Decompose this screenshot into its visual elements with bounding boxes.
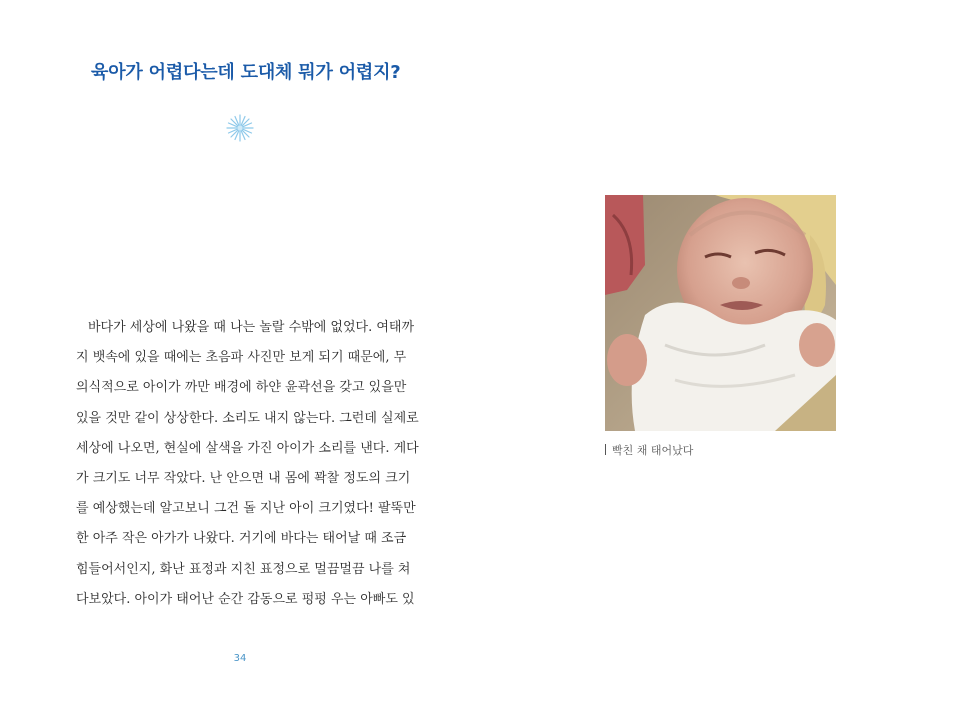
right-page bbox=[480, 0, 960, 705]
body-line: 지 뱃속에 있을 때에는 초음파 사진만 보게 되기 때문에, 무 bbox=[76, 350, 407, 366]
body-line: 의식적으로 아이가 까만 배경에 하얀 윤곽선을 갖고 있을만 bbox=[76, 380, 407, 396]
photo-caption: 빡친 채 태어났다 bbox=[605, 442, 693, 458]
body-line: 한 아주 작은 아가가 나왔다. 거기에 바다는 태어날 때 조금 bbox=[76, 531, 407, 547]
chapter-title: 육아가 어렵다는데 도대체 뭐가 어렵지? bbox=[91, 62, 401, 83]
page-number: 34 bbox=[233, 653, 247, 664]
body-line: 세상에 나오면, 현실에 살색을 가진 아이가 소리를 낸다. 게다 bbox=[76, 440, 419, 456]
sparkle-icon bbox=[226, 114, 254, 142]
caption-bar bbox=[605, 444, 606, 455]
body-line: 가 크기도 너무 작았다. 난 안으면 내 몸에 꽉찰 정도의 크기 bbox=[76, 470, 411, 486]
body-line: 다보았다. 아이가 태어난 순간 감동으로 펑펑 우는 아빠도 있 bbox=[76, 591, 415, 607]
body-line: 있을 것만 같이 상상한다. 소리도 내지 않는다. 그런데 실제로 bbox=[76, 410, 419, 426]
body-line: 바다가 세상에 나왔을 때 나는 놀랄 수밖에 없었다. 여태까 bbox=[88, 320, 415, 335]
body-line: 를 예상했는데 알고보니 그건 돌 지난 아이 크기였다! 팔뚝만 bbox=[76, 501, 416, 517]
newborn-photo bbox=[605, 195, 836, 431]
body-text bbox=[76, 313, 419, 615]
body-line: 힘들어서인지, 화난 표정과 지친 표정으로 멀끔멀끔 나를 쳐 bbox=[76, 561, 411, 577]
